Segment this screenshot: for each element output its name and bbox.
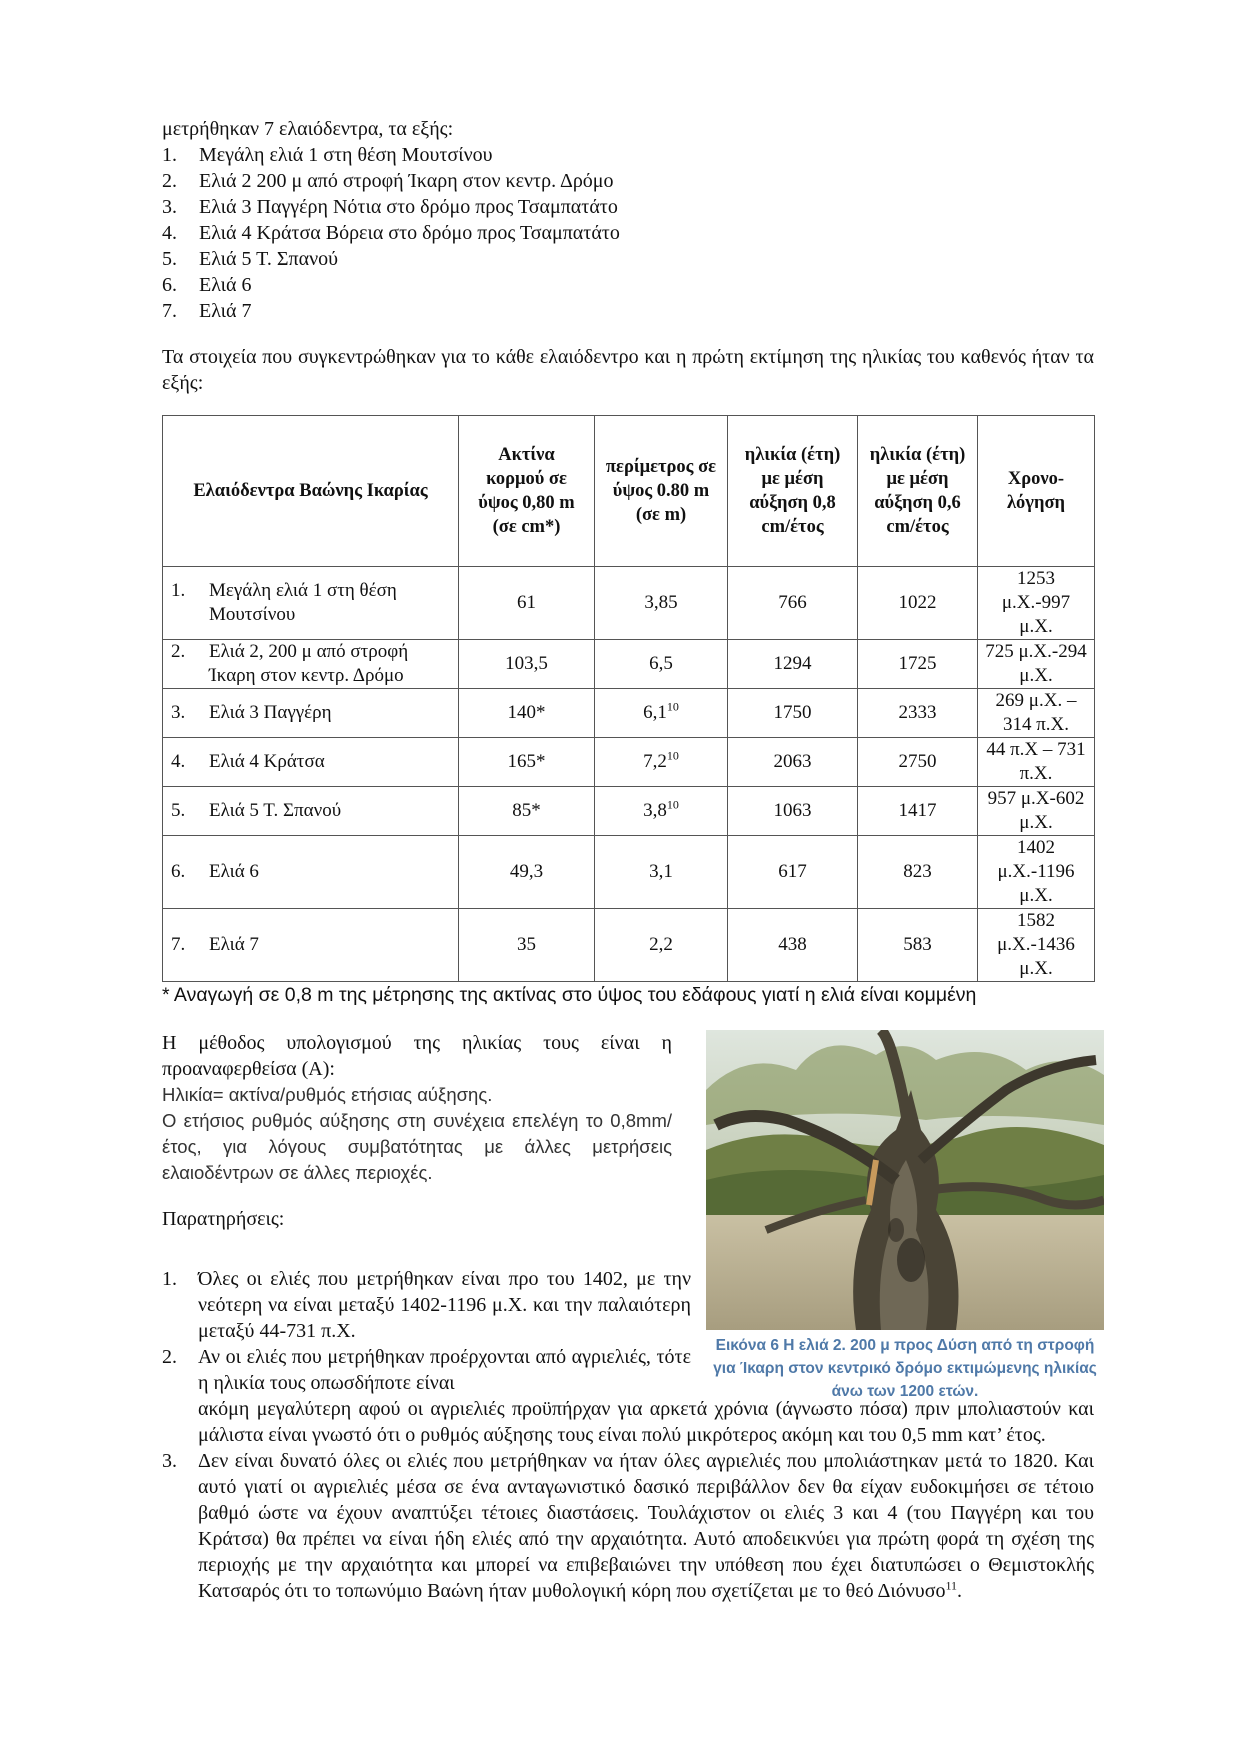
tree-name: Ελιά 3 Παγγέρη	[209, 702, 332, 723]
perimeter-cell: 3,85	[595, 567, 728, 640]
dating-cell: 957 μ.Χ-602 μ.Χ.	[978, 787, 1095, 836]
tree-name: Ελιά 7	[209, 934, 259, 955]
document-page	[162, 116, 1097, 1604]
list-item: 2. Ελιά 2 200 μ από στροφή Ίκαρη στον κεντρ. Δρόμο	[162, 170, 614, 192]
observations-title: Παρατηρήσεις:	[162, 1208, 285, 1230]
age-08-cell: 766	[728, 567, 858, 640]
age-08-cell: 1063	[728, 787, 858, 836]
olive-tree-photo	[706, 1030, 1104, 1330]
tree-name: Ελιά 6	[209, 861, 259, 882]
age-06-cell: 1022	[858, 567, 978, 640]
method-line-2: Ηλικία= ακτίνα/ρυθμός ετήσιας αύξησης.	[162, 1084, 493, 1105]
radius-cell: 35	[459, 909, 595, 982]
table-row: 6. Ελιά 6 49,3 3,1 617 823 1402 μ.Χ.-1196 μ.Χ.	[163, 836, 1095, 909]
list-item: 3. Ελιά 3 Παγγέρη Νότια στο δρόμο προς Τσαμπατάτο	[162, 196, 618, 218]
list-item: 4. Ελιά 4 Κράτσα Βόρεια στο δρόμο προς Τσαμπατάτο	[162, 222, 620, 244]
table-row: 1. Μεγάλη ελιά 1 στη θέση Μουτσίνου 61 3,85 766 1022 1253 μ.Χ.-997 μ.Χ.	[163, 567, 1095, 640]
tree-name: Ελιά 4 Κράτσα	[209, 751, 325, 772]
data-intro-paragraph: Τα στοιχεία που συγκεντρώθηκαν για το κάθε ελαιόδεντρο και η πρώτη εκτίμηση της ηλικίας του καθενός ήταν τα εξής:	[162, 346, 1094, 394]
method-line-3: Ο ετήσιος ρυθμός αύξησης στη συνέχεια επελέγη το 0,8mm/έτος, για λόγους συμβατότητας με άλλες μετρήσεις ελαιοδέντρων σε άλλες περιοχές.	[162, 1110, 672, 1183]
header-dating: Χρονο-λόγηση	[978, 416, 1095, 567]
perimeter-cell: $7,2^{10}$	[595, 738, 728, 787]
header-perimeter: περίμετρος σε ύψος 0.80 m (σε m)	[595, 416, 728, 567]
table-row: 2. Ελιά 2, 200 μ από στροφή Ίκαρη στον κεντρ. Δρόμο 103,5 6,5 1294 1725 725 μ.Χ.-294 μ.Χ.	[163, 640, 1095, 689]
radius-cell: 85*	[459, 787, 595, 836]
header-age-08: ηλικία (έτη) με μέση αύξηση 0,8 cm/έτος	[728, 416, 858, 567]
list-item: 1. Μεγάλη ελιά 1 στη θέση Μουτσίνου	[162, 144, 493, 166]
dating-cell: 269 μ.Χ. – 314 π.Χ.	[978, 689, 1095, 738]
list-item: 7. Ελιά 7	[162, 300, 252, 322]
method-text	[162, 1030, 672, 1082]
tree-list	[162, 142, 1094, 324]
age-06-cell: 583	[858, 909, 978, 982]
age-06-cell: 1417	[858, 787, 978, 836]
tree-name: Ελιά 2, 200 μ από στροφή Ίκαρη στον κεντρ. Δρόμο	[209, 641, 409, 686]
age-06-cell: 1725	[858, 640, 978, 689]
tree-name: Μεγάλη ελιά 1 στη θέση Μουτσίνου	[209, 580, 397, 625]
radius-cell: 61	[459, 567, 595, 640]
radius-cell: 103,5	[459, 640, 595, 689]
perimeter-cell: 6,5	[595, 640, 728, 689]
dating-cell: 1402 μ.Χ.-1196 μ.Χ.	[978, 836, 1095, 909]
dating-cell: 44 π.Χ – 731 π.Χ.	[978, 738, 1095, 787]
header-name: Ελαιόδεντρα Βαώνης Ικαρίας	[163, 416, 459, 567]
dating-cell: 1253 μ.Χ.-997 μ.Χ.	[978, 567, 1095, 640]
method-section	[162, 1030, 1097, 1604]
table-row: 7. Ελιά 7 35 2,2 438 583 1582 μ.Χ.-1436 μ.Χ.	[163, 909, 1095, 982]
dating-cell: 1582 μ.Χ.-1436 μ.Χ.	[978, 909, 1095, 982]
table-footnote: * Αναγωγή σε 0,8 m της μέτρησης της ακτίνας στο ύψος του εδάφους γιατί η ελιά είναι κομμένη	[162, 984, 977, 1006]
table-row: 5. Ελιά 5 Τ. Σπανού 85* $3,8^{10}$ 1063 1417 957 μ.Χ-602 μ.Χ.	[163, 787, 1095, 836]
header-age-06: ηλικία (έτη) με μέση αύξηση 0,6 cm/έτος	[858, 416, 978, 567]
table-header-row	[163, 416, 1095, 567]
radius-cell: 165*	[459, 738, 595, 787]
olive-tree-figure	[706, 1030, 1104, 1403]
olive-tree-table	[162, 415, 1095, 982]
list-item: 6. Ελιά 6	[162, 274, 252, 296]
table-row: 4. Ελιά 4 Κράτσα 165* $7,2^{10}$ 2063 2750 44 π.Χ – 731 π.Χ.	[163, 738, 1095, 787]
list-item: 2. Αν οι ελιές που μετρήθηκαν προέρχονται από αγριελιές, τότε η ηλικία τους οπωσδήποτε είναι ακόμη μεγαλύτερη αφού οι αγριελιές προϋπήρχαν για αρκετά χρόνια (άγνωστο πόσα) πριν μπολιαστούν και μάλιστα είναι γνωστό ότι ο ρυθμός αύξησης τους είναι πολύ μικρότερος ακόμη και του 0,5 mm κατ’ έτος.	[162, 1346, 1094, 1446]
age-06-cell: 2750	[858, 738, 978, 787]
radius-cell: 49,3	[459, 836, 595, 909]
list-item: 1. Όλες οι ελιές που μετρήθηκαν είναι προ του 1402, με την νεότερη να είναι μεταξύ 1402-1196 μ.Χ. και την παλαιότερη μεταξύ 44-731 π.Χ.	[162, 1268, 691, 1342]
age-06-cell: 2333	[858, 689, 978, 738]
age-08-cell: 438	[728, 909, 858, 982]
perimeter-cell: 2,2	[595, 909, 728, 982]
list-item: 5. Ελιά 5 Τ. Σπανού	[162, 248, 339, 270]
age-08-cell: 1294	[728, 640, 858, 689]
figure-caption: Εικόνα 6 Η ελιά 2. 200 μ προς Δύση από τη στροφή για Ίκαρη στον κεντρικό δρόμο εκτιμώμενης ηλικίας άνω των 1200 ετών.	[713, 1337, 1097, 1400]
age-08-cell: 1750	[728, 689, 858, 738]
radius-cell: 140*	[459, 689, 595, 738]
header-radius: Ακτίνα κορμού σε ύψος 0,80 m (σε cm*)	[459, 416, 595, 567]
tree-name: Ελιά 5 Τ. Σπανού	[209, 800, 342, 821]
list-item: 3. Δεν είναι δυνατό όλες οι ελιές που μετρήθηκαν να ήταν όλες αγριελιές που μπολιάστηκαν μετά το 1820. Και αυτό γιατί οι αγριελιές μέσα σε ένα ανταγωνιστικό δασικό περιβάλλον δεν θα είχαν ευδοκιμήσει σε τέτοιο βαθμό ώστε να έχουν αναπτύξει τέτοιες διαστάσεις. Τουλάχιστον οι ελιές 3 και 4 (του Παγγέρη και του Κράτσα) θα πρέπει να είναι ήδη ελιές από την αρχαιότητα. Αυτό αποδεικνύει για πρώτη φορά τη σχέση της περιοχής με την αρχαιότητα και μπορεί να επιβεβαιώνει την υπόθεση που έχει διατυπώσει ο Θεμιστοκλής Κατσαρός ότι το τοπωνύμιο Βαώνη ήταν μυθολογική κόρη που σχετίζεται με το θεό Διόνυσο$^{11}$.	[162, 1450, 1094, 1602]
perimeter-cell: $6,1^{10}$	[595, 689, 728, 738]
age-08-cell: 2063	[728, 738, 858, 787]
age-08-cell: 617	[728, 836, 858, 909]
table-row: 3. Ελιά 3 Παγγέρη 140* $6,1^{10}$ 1750 2333 269 μ.Χ. – 314 π.Χ.	[163, 689, 1095, 738]
perimeter-cell: $3,8^{10}$	[595, 787, 728, 836]
dating-cell: 725 μ.Χ.-294 μ.Χ.	[978, 640, 1095, 689]
perimeter-cell: 3,1	[595, 836, 728, 909]
method-line-1: Η μέθοδος υπολογισμού της ηλικίας τους είναι η προαναφερθείσα (Α):	[162, 1032, 672, 1080]
intro-line: μετρήθηκαν 7 ελαιόδεντρα, τα εξής:	[162, 118, 454, 140]
age-06-cell: 823	[858, 836, 978, 909]
